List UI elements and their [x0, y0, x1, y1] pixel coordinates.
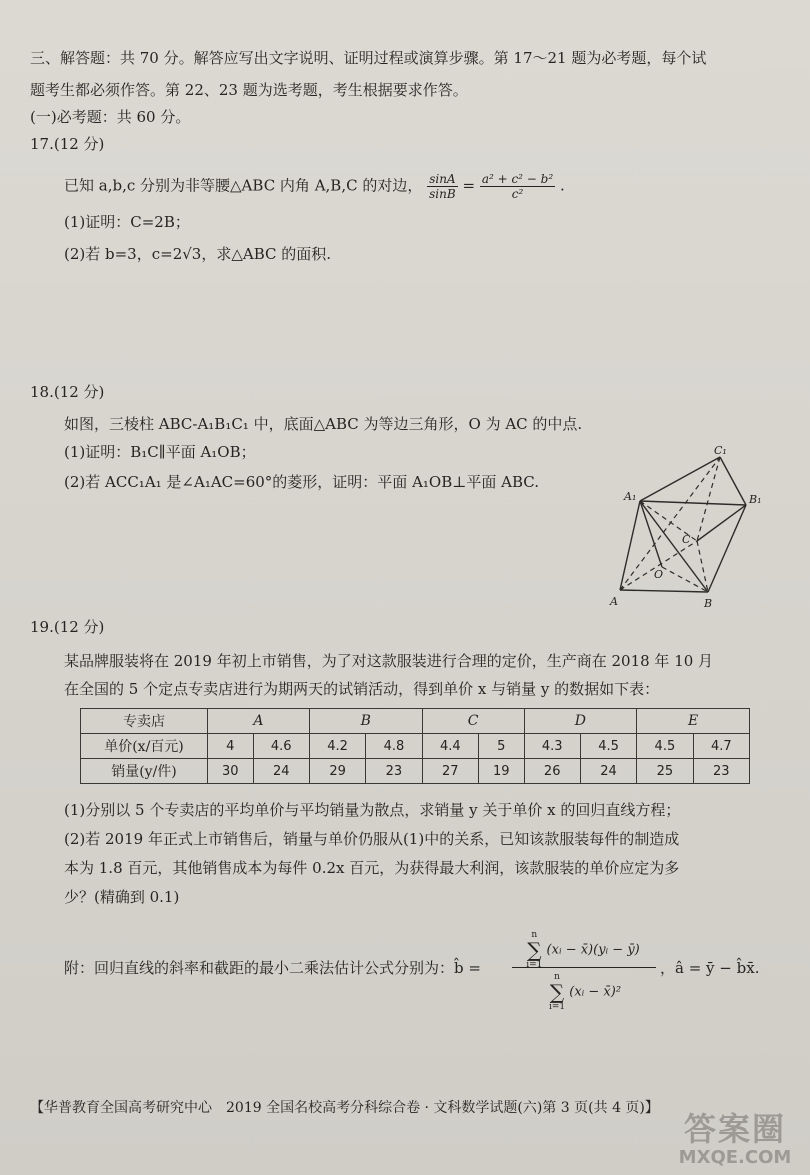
table-header-label: 专卖店 — [81, 709, 208, 734]
sum-symbol: n ∑ i=1 — [548, 972, 566, 1012]
table-cell: 23 — [366, 759, 422, 784]
line-a1b — [640, 501, 708, 592]
table-cell: 19 — [478, 759, 524, 784]
label-c1: C₁ — [714, 445, 727, 457]
table-cell: 24 — [580, 759, 636, 784]
table-cell: 25 — [637, 759, 693, 784]
table-row-label: 单价(x/百元) — [81, 734, 208, 759]
table-cell: 4.5 — [580, 734, 636, 759]
table-header-store: A — [208, 709, 310, 734]
sum-symbol: n ∑ i=1 — [526, 930, 543, 970]
fraction-bar — [512, 967, 656, 968]
table-cell: 4.4 — [422, 734, 478, 759]
label-c: C — [682, 533, 691, 546]
sales-data-table — [80, 708, 750, 784]
appendix-text: 附：回归直线的斜率和截距的最小二乘法估计公式分别为：b̂ = — [64, 959, 481, 977]
q19-part2-line2: 本为 1.8 百元，其他销售成本为每件 0.2x 百元，为获得最大利润，该款服装的单价应定为多 — [64, 859, 680, 877]
q17-number: 17.(12 分) — [30, 135, 105, 153]
dashed-cc1 — [697, 457, 720, 541]
label-a1: A₁ — [624, 490, 637, 503]
table-cell: 4.3 — [524, 734, 580, 759]
q18-part1: (1)证明：B₁C∥平面 A₁OB； — [64, 443, 256, 461]
formula-denominator — [530, 972, 640, 1012]
edge-a1c1 — [640, 457, 720, 501]
q17-stem-end: . — [559, 176, 565, 195]
edge-c1b1 — [720, 457, 746, 505]
edge-bb1 — [708, 505, 746, 592]
section-required-heading: (一)必考题：共 60 分。 — [30, 108, 191, 126]
formula-numerator — [508, 930, 658, 970]
table-row-sales — [81, 759, 750, 784]
numerator-expression: (xᵢ − x̄)(yᵢ − ȳ) — [546, 942, 640, 958]
section-instructions-line1: 三、解答题：共 70 分。解答应写出文字说明、证明过程或演算步骤。第 17～21 题为必考题，每个试 — [30, 49, 707, 67]
q18-number: 18.(12 分) — [30, 383, 105, 401]
q17-part2: (2)若 b=3，c=2√3，求△ABC 的面积. — [64, 245, 332, 263]
table-cell: 30 — [208, 759, 254, 784]
table-header-store: C — [422, 709, 524, 734]
q18-part2: (2)若 ACC₁A₁ 是∠A₁AC=60°的菱形，证明：平面 A₁OB⊥平面 ABC. — [64, 473, 539, 491]
page-footer: 【华普教育全国高考研究中心 2019 全国名校高考分科综合卷 · 文科数学试题(六)第 3 页(共 4 页)】 — [30, 1100, 659, 1116]
table-header-store: B — [309, 709, 422, 734]
dashed-ac — [620, 541, 697, 590]
q19-part2-line1: (2)若 2019 年正式上市销售后，销量与单价仍服从(1)中的关系，已知该款服装每件的制造成 — [64, 830, 680, 848]
table-cell: 4.7 — [693, 734, 749, 759]
table-cell: 23 — [693, 759, 749, 784]
appendix-intercept: ，â = ȳ − b̂x̄. — [660, 959, 760, 977]
q19-stem-line1: 某品牌服装将在 2019 年初上市销售，为了对这款服装进行合理的定价，生产商在 2018 年 10 月 — [64, 652, 714, 670]
prism-figure — [600, 445, 770, 610]
q17-part1: (1)证明：C=2B； — [64, 213, 190, 231]
dashed-ob — [662, 567, 708, 592]
edge-aa1 — [620, 501, 640, 590]
q17-fraction-sin: $\frac{\sin A}{\sin B}$ — [429, 172, 456, 201]
q19-part2-line3: 少？(精确到 0.1) — [64, 888, 180, 906]
denominator-expression: (xᵢ − x̄)² — [569, 984, 622, 1000]
table-cell: 29 — [309, 759, 365, 784]
table-cell: 26 — [524, 759, 580, 784]
label-a: A — [610, 595, 618, 608]
q17-stem — [64, 172, 565, 201]
label-b1: B₁ — [749, 493, 762, 506]
edge-a1b1 — [640, 501, 746, 505]
table-row-header — [81, 709, 750, 734]
table-header-store: D — [524, 709, 637, 734]
q19-part1: (1)分别以 5 个专卖店的平均单价与平均销量为散点，求销量 y 关于单价 x 的回归直线方程； — [64, 801, 681, 819]
q17-equals: = — [462, 176, 476, 195]
label-o: O — [654, 568, 664, 581]
table-row-label: 销量(y/件) — [81, 759, 208, 784]
q19-stem-line2: 在全国的 5 个定点专卖店进行为期两天的试销活动，得到单价 x 与销量 y 的数据如下表： — [64, 680, 660, 698]
table-cell: 4.8 — [366, 734, 422, 759]
q17-stem-text: 已知 a,b,c 分别为非等腰△ABC 内角 A,B,C 的对边， — [64, 176, 423, 195]
edge-ab — [620, 590, 708, 592]
section-instructions-line2: 题考生都必须作答。第 22、23 题为选考题，考生根据要求作答。 — [30, 81, 468, 99]
watermark-logo: 答案圈 MXQE.COM — [678, 1110, 792, 1168]
table-cell: 4 — [208, 734, 254, 759]
q19-number: 19.(12 分) — [30, 618, 105, 636]
table-cell: 27 — [422, 759, 478, 784]
line-a1o — [640, 501, 662, 567]
q17-fraction-sides: $\frac{\text{a² + c² − b²}}{\text{c²}}$ — [481, 172, 554, 201]
table-cell: 24 — [253, 759, 309, 784]
table-cell: 5 — [478, 734, 524, 759]
table-cell: 4.2 — [309, 734, 365, 759]
table-row-price — [81, 734, 750, 759]
table-header-store: E — [637, 709, 750, 734]
table-cell: 4.6 — [253, 734, 309, 759]
q18-stem: 如图，三棱柱 ABC-A₁B₁C₁ 中，底面△ABC 为等边三角形，O 为 AC 的中点. — [64, 415, 583, 433]
label-b: B — [704, 597, 713, 610]
table-cell: 4.5 — [637, 734, 693, 759]
